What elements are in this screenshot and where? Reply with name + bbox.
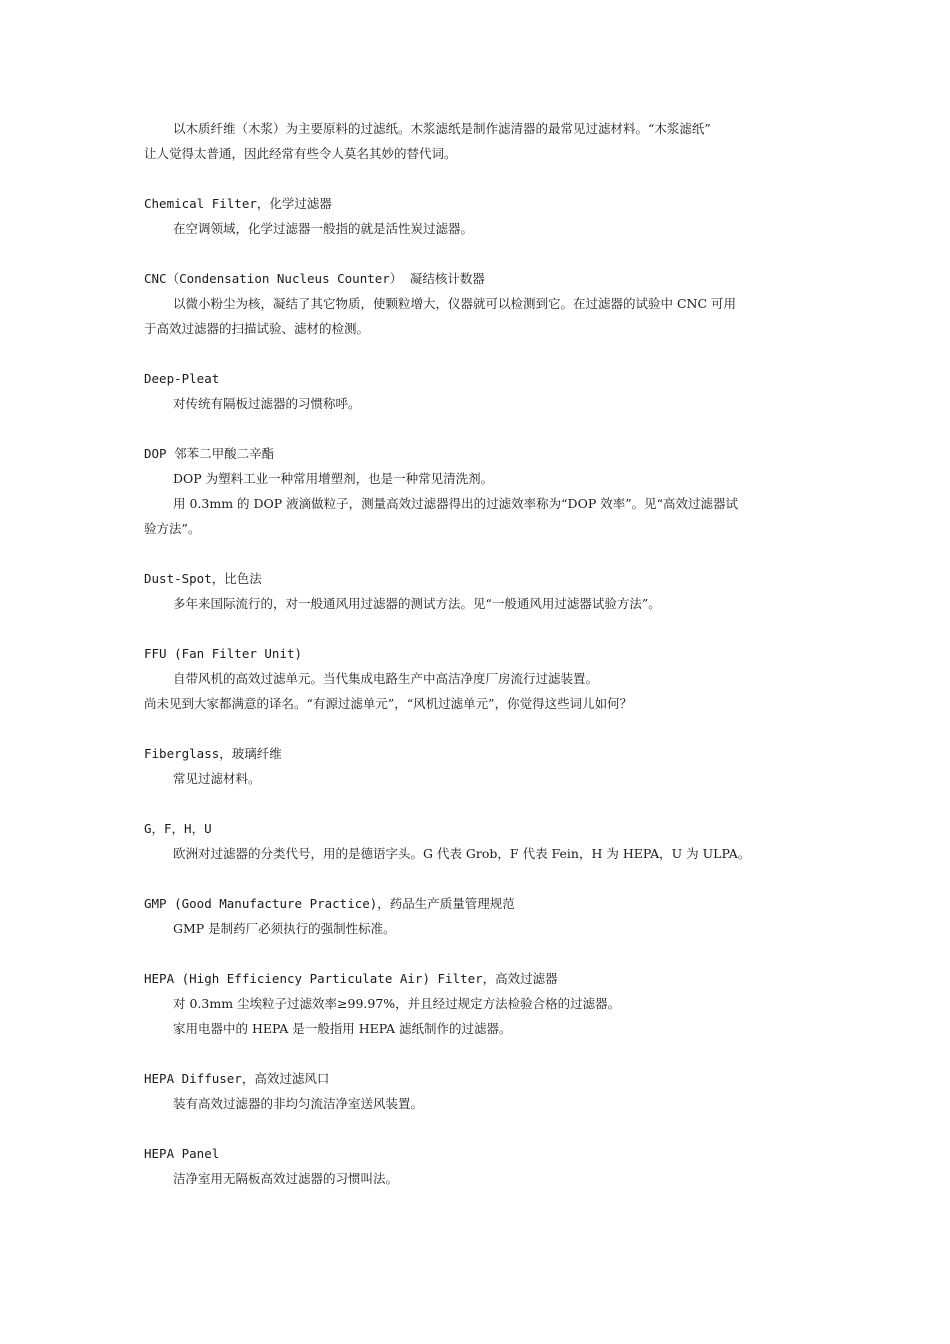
definition-line: 对 0.3mm 尘埃粒子过滤效率≥99.97%，并且经过规定方法检验合格的过滤器。 (173, 996, 621, 1011)
definition-line: 家用电器中的 HEPA 是一般指用 HEPA 滤纸制作的过滤器。 (173, 1021, 512, 1036)
entry-spacer (144, 341, 808, 366)
entry-spacer (144, 241, 808, 266)
glossary-term: Dust-Spot，比色法 (144, 571, 262, 586)
glossary-entry (144, 191, 808, 241)
glossary-entry (144, 566, 808, 616)
entry-spacer (144, 166, 808, 191)
document-page (144, 116, 808, 1191)
glossary-term: Chemical Filter，化学过滤器 (144, 196, 332, 211)
glossary-term: Deep-Pleat (144, 371, 220, 386)
entry-spacer (144, 866, 808, 891)
definition-line: 装有高效过滤器的非均匀流洁净室送风装置。 (173, 1096, 424, 1111)
entry-spacer (144, 541, 808, 566)
glossary-entry (144, 816, 808, 866)
definition-line: DOP 为塑料工业一种常用增塑剂，也是一种常见清洗剂。 (173, 471, 494, 486)
glossary-term: FFU (Fan Filter Unit) (144, 646, 303, 661)
definition-line: 以微小粉尘为核，凝结了其它物质，使颗粒增大，仪器就可以检测到它。在过滤器的试验中 CNC 可用 (173, 296, 737, 311)
glossary-term: Fiberglass，玻璃纤维 (144, 746, 282, 761)
glossary-entry (144, 966, 808, 1041)
glossary-term: G，F，H，U (144, 821, 212, 836)
definition-line: 洁净室用无隔板高效过滤器的习惯叫法。 (173, 1171, 399, 1186)
definition-line: GMP 是制药厂必须执行的强制性标准。 (173, 921, 396, 936)
glossary-entry (144, 1066, 808, 1116)
definition-line: 于高效过滤器的扫描试验、滤材的检测。 (144, 321, 370, 336)
definition-line: 验方法”。 (144, 521, 201, 536)
glossary-entry (144, 1141, 808, 1191)
glossary-entry (144, 116, 808, 166)
definition-line: 尚未见到大家都满意的译名。“有源过滤单元”，“风机过滤单元”，你觉得这些词儿如何？ (144, 696, 633, 711)
definition-line: 用 0.3mm 的 DOP 液滴做粒子，测量高效过滤器得出的过滤效率称为“DOP 效率”。见“高效过滤器试 (173, 496, 738, 511)
entry-spacer (144, 1116, 808, 1141)
entry-spacer (144, 616, 808, 641)
entry-spacer (144, 1041, 808, 1066)
definition-line: 在空调领域，化学过滤器一般指的就是活性炭过滤器。 (173, 221, 474, 236)
glossary-entry (144, 266, 808, 341)
glossary-entry (144, 366, 808, 416)
definition-line: 让人觉得太普通，因此经常有些令人莫名其妙的替代词。 (144, 146, 457, 161)
glossary-term: HEPA (High Efficiency Particulate Air) Filter，高效过滤器 (144, 971, 558, 986)
glossary-entry (144, 641, 808, 716)
definition-line: 常见过滤材料。 (173, 771, 261, 786)
glossary-term: CNC（Condensation Nucleus Counter） 凝结核计数器 (144, 271, 485, 286)
glossary-entry (144, 741, 808, 791)
entry-spacer (144, 941, 808, 966)
glossary-term: GMP (Good Manufacture Practice)，药品生产质量管理规范 (144, 896, 515, 911)
entry-spacer (144, 716, 808, 741)
glossary-term: DOP 邻苯二甲酸二辛酯 (144, 446, 275, 461)
definition-line: 对传统有隔板过滤器的习惯称呼。 (173, 396, 361, 411)
entry-spacer (144, 791, 808, 816)
entry-spacer (144, 416, 808, 441)
definition-line: 多年来国际流行的，对一般通风用过滤器的测试方法。见“一般通风用过滤器试验方法”。 (173, 596, 661, 611)
definition-line: 欧洲对过滤器的分类代号，用的是德语字头。G 代表 Grob，F 代表 Fein，H 为 HEPA，U 为 ULPA。 (173, 846, 751, 861)
definition-line: 自带风机的高效过滤单元。当代集成电路生产中高洁净度厂房流行过滤装置。 (173, 671, 599, 686)
definition-line: 以木质纤维（木浆）为主要原料的过滤纸。木浆滤纸是制作滤清器的最常见过滤材料。“木浆滤纸” (173, 121, 711, 136)
glossary-term: HEPA Diffuser，高效过滤风口 (144, 1071, 330, 1086)
glossary-entry (144, 441, 808, 541)
glossary-entry (144, 891, 808, 941)
glossary-term: HEPA Panel (144, 1146, 220, 1161)
